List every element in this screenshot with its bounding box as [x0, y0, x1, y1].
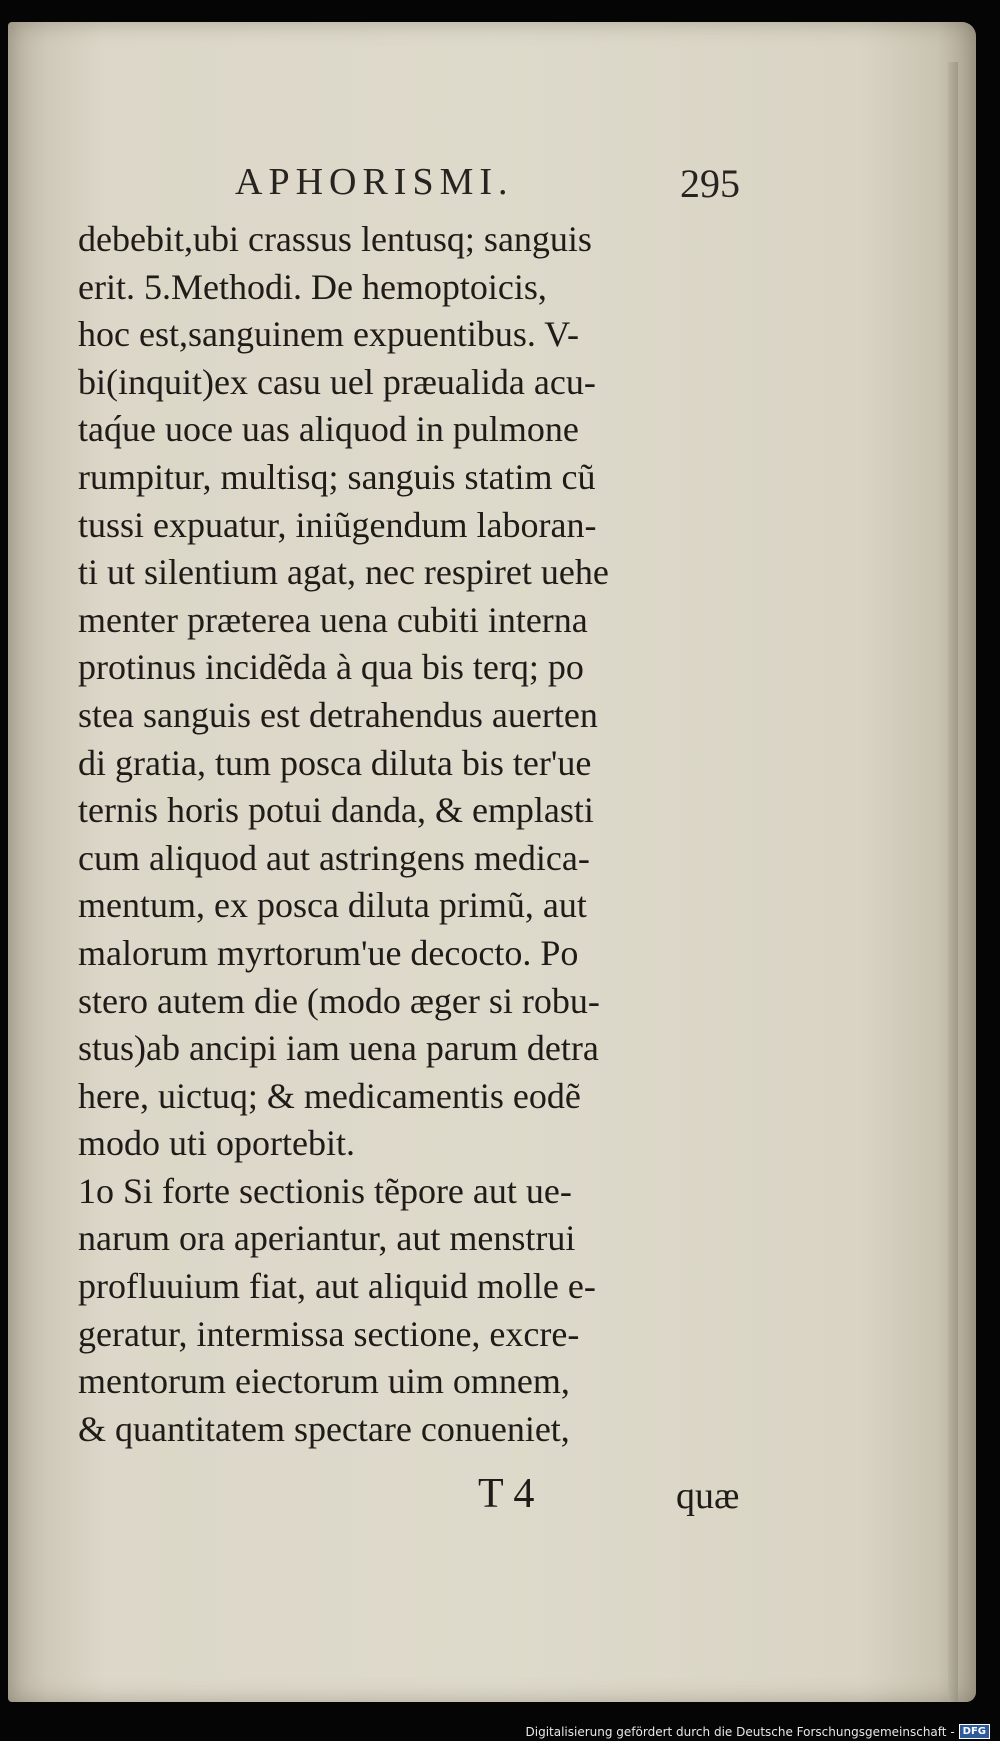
text-line: stero autem die (modo æger si robu- [78, 980, 600, 1021]
text-line: geratur, intermissa sectione, excre- [78, 1313, 580, 1354]
body-text [78, 216, 778, 1453]
text-line: mentum, ex posca diluta primũ, aut [78, 885, 587, 926]
text-line: menter præterea uena cubiti interna [78, 599, 588, 640]
signature-mark: T 4 [478, 1471, 535, 1517]
text-line: ternis horis potui danda, & emplasti [78, 790, 594, 831]
text-line: modo uti oportebit. [78, 1123, 355, 1164]
text-line: debebit,ubi crassus lentusq; sanguis [78, 219, 592, 259]
page-number: 295 [680, 161, 740, 206]
text-line: malorum myrtorum'ue decocto. Po [78, 932, 579, 973]
digitization-credit [526, 1724, 991, 1739]
text-line: rumpitur, multisq; sanguis statim cũ [78, 456, 596, 497]
text-line: protinus incidẽda à qua bis terq; po [78, 647, 584, 688]
text-line: 1o Si forte sectionis tẽpore aut ue- [78, 1170, 572, 1211]
text-line: cum aliquod aut astringens medica- [78, 837, 590, 878]
dfg-logo-icon: DFG [959, 1724, 990, 1739]
text-line: ti ut silentium agat, nec respiret uehe [78, 552, 609, 593]
running-head: APHORISMI. [235, 161, 514, 203]
credit-text: Digitalisierung gefördert durch die Deutsche Forschungsgemeinschaft - [525, 1724, 955, 1739]
text-line: stus)ab ancipi iam uena parum detra [78, 1028, 599, 1069]
page-edge [948, 62, 958, 1702]
text-line: mentorum eiectorum uim omnem, [78, 1361, 570, 1402]
text-line: hoc est,sanguinem expuentibus. V- [78, 314, 579, 355]
page-header [0, 160, 1000, 220]
text-line: bi(inquit)ex casu uel præualida acu- [78, 361, 596, 402]
text-line: di gratia, tum posca diluta bis ter'ue [78, 742, 592, 783]
text-line: & quantitatem spectare conueniet, [78, 1408, 570, 1449]
catchword: quæ [676, 1475, 740, 1517]
text-line: profluuium fiat, aut aliquid molle e- [78, 1266, 596, 1307]
text-line: taq́ue uoce uas aliquod in pulmone [78, 409, 579, 450]
text-line: stea sanguis est detrahendus auerten [78, 694, 598, 735]
text-line: erit. 5.Methodi. De hemoptoicis, [78, 266, 547, 307]
text-line: narum ora aperiantur, aut menstrui [78, 1218, 576, 1259]
text-line: tussi expuatur, iniũgendum laboran- [78, 504, 597, 545]
page-footer [0, 1470, 1000, 1530]
text-line: here, uictuq; & medicamentis eodẽ [78, 1075, 581, 1116]
